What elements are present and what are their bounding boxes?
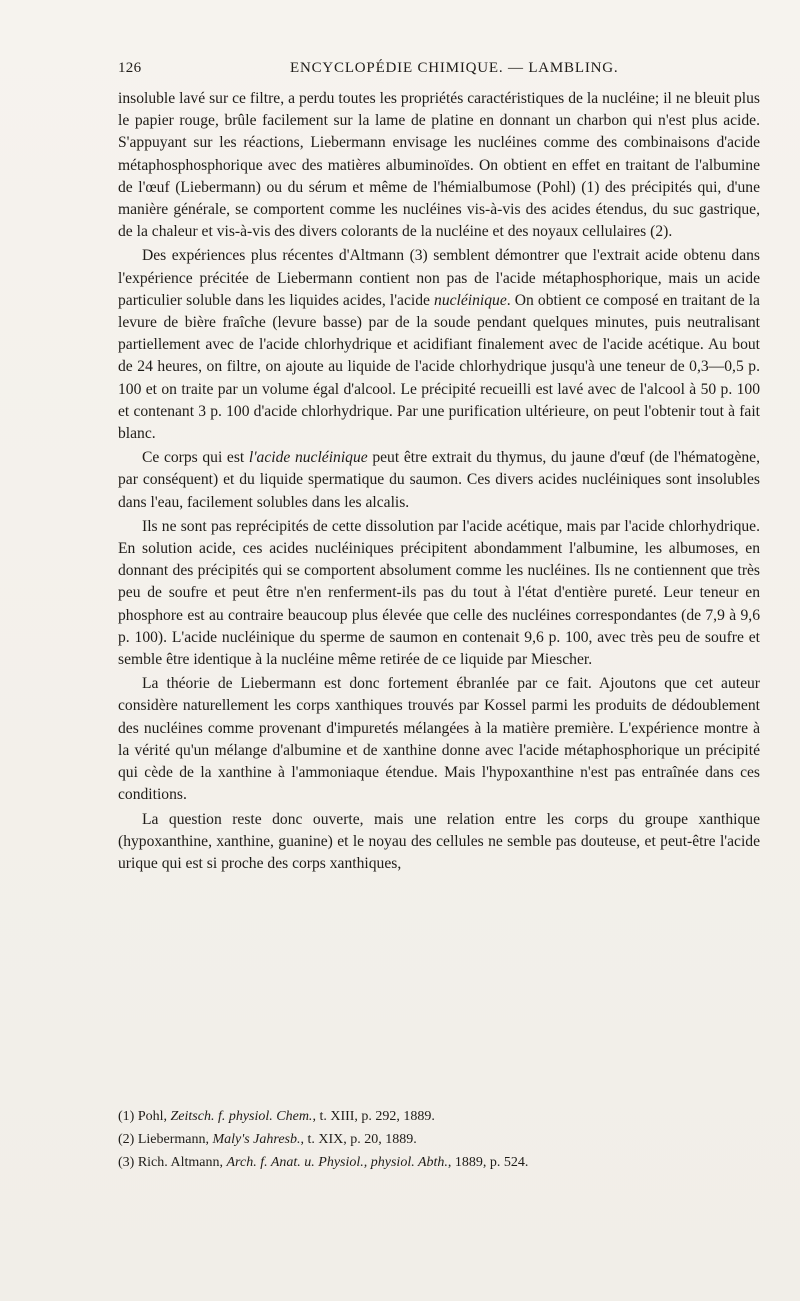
footnote-2 — [118, 1128, 760, 1151]
footnote-text: (1) Pohl, — [118, 1109, 171, 1124]
footnote-1 — [118, 1105, 760, 1128]
paragraph-text: La théorie de Liebermann est donc fortement ébranlée par ce fait. Ajoutons que cet auteur considère naturellement les corps xanthiques trouvés par Kossel parmi les produits de dédoublement des nucléines comme provenant d'impuretés mélangées à la matière première. L'expérience montre à la vérité qu'un mélange d'albumine et de xanthine donne avec l'acide métaphosphorique un précipité qui cède de la xanthine à l'ammoniaque étendue. Mais l'hypoxanthine n'est pas entraînée dans ces conditions. — [118, 675, 760, 804]
footnote-text: , t. XIX, p. 20, 1889. — [300, 1132, 417, 1147]
running-head: ENCYCLOPÉDIE CHIMIQUE. — LAMBLING. — [290, 60, 619, 76]
paragraph-2 — [118, 245, 760, 445]
footnote-journal: Zeitsch. f. physiol. Chem. — [170, 1109, 313, 1124]
footnote-text: (2) Liebermann, — [118, 1132, 213, 1147]
footnote-journal: Maly's Jahresb. — [212, 1132, 301, 1147]
paragraph-text: Ce corps qui est — [142, 449, 249, 467]
page-number: 126 — [118, 60, 142, 76]
paragraph-text: insoluble lavé sur ce filtre, a perdu toutes les propriétés caractéristiques de la nucléine; il ne bleuit plus le papier rouge, brûle facilement sur la lame de platine en donnant un charbon qui n'est plus acide. S'appuyant sur les réactions, Liebermann envisage les nucléines comme des combinaisons d'acide métaphosphosphorique avec des matières albuminoïdes. On obtient en effet en traitant de l'albumine de l'œuf (Liebermann) ou du sérum et même de l'hémialbumose (Pohl) (1) des précipités qui, d'une manière générale, se comportent comme les nucléines vis-à-vis des acides étendus, du suc gastrique, de la chaleur et vis-à-vis des divers colorants de la nucléine et des noyaux cellulaires (2). — [118, 90, 760, 241]
paragraph-5 — [118, 673, 760, 806]
footnote-text: , t. XIII, p. 292, 1889. — [312, 1109, 435, 1124]
paragraph-text: Des expériences plus récentes d'Altmann (3) semblent démontrer que l'extrait acide obtenu dans l'expérience précitée de Liebermann contient non pas de l'acide métaphosphorique, mais un acide particulier soluble dans les liquides acides, l'acide — [118, 247, 760, 309]
paragraph-text: peut être extrait du thymus, du jaune d'œuf (de l'hématogène, par conséquent) et du liquide spermatique du saumon. Ces divers acides nucléiniques sont insolubles dans l'eau, facilement solubles dans les alcalis. — [118, 449, 760, 511]
italic-term: nucléinique — [434, 291, 507, 309]
paragraph-4 — [118, 516, 760, 671]
body-text — [118, 88, 760, 877]
italic-term: l'acide nucléinique — [248, 449, 368, 467]
paragraph-6 — [118, 809, 760, 876]
paragraph-text: La question reste donc ouverte, mais une relation entre les corps du groupe xanthique (hypoxanthine, xanthine, guanine) et le noyau des cellules ne semble pas douteuse, et peut-être l'acide urique qui est si proche des corps xanthiques, — [118, 810, 760, 872]
footnote-3 — [118, 1151, 760, 1174]
paragraph-text: Ils ne sont pas reprécipités de cette dissolution par l'acide acétique, mais par l'acide chlorhydrique. En solution acide, ces acides nucléiniques précipitent abondamment l'albumine, les albumoses, en donnant des précipités qui se comportent absolument comme les nucléines. Ils ne contiennent que très peu de soufre et peut être n'en renferment-ils pas du tout à l'état d'entière pureté. Leur teneur en phosphore est au contraire beaucoup plus élevée que celle des nucléines correspondantes (de 7,9 à 9,6 p. 100). L'acide nucléinique du sperme de saumon en contenait 9,6 p. 100, avec très peu de soufre et semble être identique à la nucléine même retirée de ce liquide par Miescher. — [118, 517, 760, 669]
footnote-text: , 1889, p. 524. — [447, 1155, 529, 1170]
paragraph-1 — [118, 88, 760, 243]
paragraph-3 — [118, 447, 760, 514]
footnote-journal: Arch. f. Anat. u. Physiol., physiol. Abth. — [226, 1155, 448, 1170]
footnotes — [118, 1105, 760, 1174]
paragraph-text: . On obtient ce composé en traitant de la levure de bière fraîche (levure basse) par de la soude pendant quelques minutes, puis neutralisant partiellement avec de l'acide chlorhydrique et acidifiant finalement avec de l'acide acétique. Au bout de 24 heures, on filtre, on ajoute au liquide de l'acide chlorhydrique jusqu'à une teneur de 0,3—0,5 p. 100 et on traite par un volume égal d'alcool. Le précipité recueilli est lavé avec de l'alcool à 50 p. 100 et contenant 3 p. 100 d'acide chlorhydrique. Par une purification ultérieure, on peut l'obtenir tout à fait blanc. — [118, 291, 760, 443]
footnote-text: (3) Rich. Altmann, — [118, 1155, 227, 1170]
